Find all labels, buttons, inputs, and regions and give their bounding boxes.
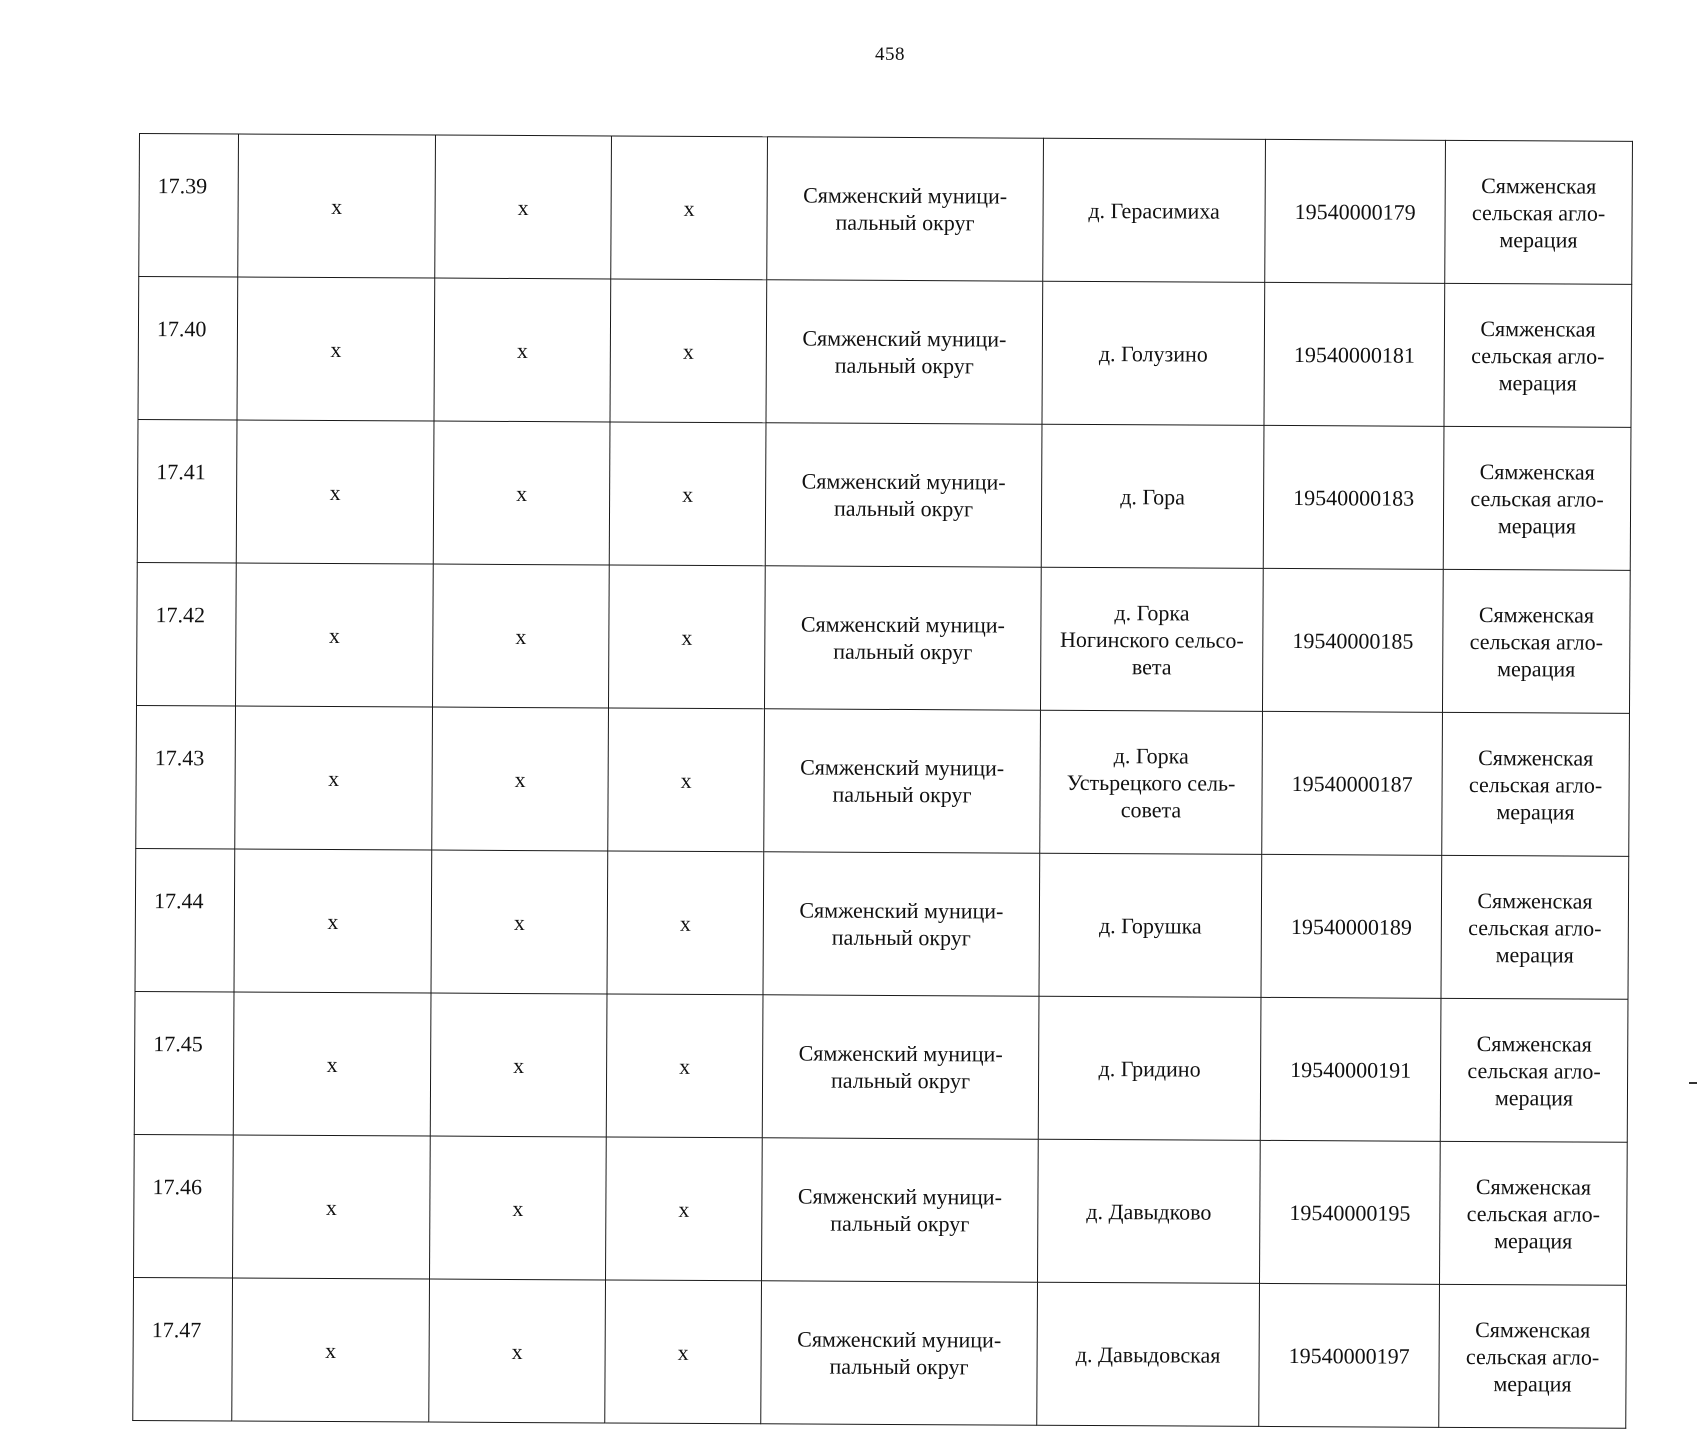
x-mark: х [435,135,612,279]
row-number: 17.44 [135,848,235,992]
code-cell: 19540000185 [1262,568,1443,712]
x-mark: х [611,136,768,280]
x-mark: х [432,564,609,708]
x-mark: х [237,277,435,421]
agglomeration-cell: Сямженская сельская агло- мерация [1439,1284,1627,1428]
row-number: 17.41 [137,419,237,563]
agglomeration-cell: Сямженская сельская агло- мерация [1442,712,1630,856]
municipality-cell: Сямженский муници- пальный округ [761,1281,1038,1425]
x-mark: х [432,707,609,851]
x-mark: х [233,1135,431,1279]
x-mark: х [430,1136,607,1280]
table-row [135,848,1629,999]
row-number: 17.47 [133,1277,233,1421]
agglomeration-cell: Сямженская сельская агло- мерация [1442,569,1630,713]
settlement-cell: д. Горка Ногинского сельсо- вета [1040,567,1263,711]
table-row [137,562,1631,713]
municipality-cell: Сямженский муници- пальный округ [762,995,1039,1139]
table-row [137,419,1631,570]
agglomeration-cell: Сямженская сельская агло- мерация [1443,426,1631,570]
row-number: 17.39 [139,134,239,278]
x-mark: х [607,851,764,995]
row-number: 17.43 [136,705,236,849]
row-number: 17.42 [137,562,237,706]
x-mark: х [606,1137,763,1281]
settlement-cell: д. Горушка [1039,853,1262,997]
code-cell: 19540000197 [1259,1283,1440,1427]
x-mark: х [606,994,763,1138]
municipality-cell: Сямженский муници- пальный округ [765,423,1042,567]
municipality-cell: Сямженский муници- пальный округ [766,280,1043,424]
code-cell: 19540000181 [1264,282,1445,426]
x-mark: х [610,279,767,423]
settlement-cell: д. Давыдково [1037,1139,1260,1283]
municipality-cell: Сямженский муници- пальный округ [764,566,1041,710]
x-mark: х [235,706,433,850]
x-mark: х [431,850,608,994]
x-mark: х [608,708,765,852]
x-mark: х [236,563,434,707]
row-number: 17.40 [138,277,238,421]
municipality-cell: Сямженский муници- пальный округ [761,1138,1038,1282]
agglomeration-cell: Сямженская сельская агло- мерация [1445,140,1633,284]
x-mark: х [608,565,765,709]
agglomeration-cell: Сямженская сельская агло- мерация [1441,855,1629,999]
x-mark: х [433,421,610,565]
x-mark: х [609,422,766,566]
agglomeration-cell: Сямженская сельская агло- мерация [1444,283,1632,427]
page-number: 458 [875,44,905,65]
row-number: 17.46 [134,1134,234,1278]
x-mark: х [238,134,436,278]
edge-mark [1689,1082,1697,1084]
x-mark: х [429,1279,606,1423]
table-row [139,134,1633,285]
settlements-table [132,133,1633,1429]
municipality-cell: Сямженский муници- пальный округ [764,709,1041,853]
settlement-cell: д. Герасимиха [1043,138,1266,282]
x-mark: х [430,993,607,1137]
table-row [138,277,1632,428]
agglomeration-cell: Сямженская сельская агло- мерация [1440,998,1628,1142]
municipality-cell: Сямженский муници- пальный округ [763,852,1040,996]
x-mark: х [233,992,431,1136]
settlement-cell: д. Горка Устьрецкого сель- совета [1040,710,1263,854]
code-cell: 19540000183 [1263,425,1444,569]
x-mark: х [236,420,434,564]
table-row [136,705,1630,856]
x-mark: х [434,278,611,422]
municipality-cell: Сямженский муници- пальный округ [767,137,1044,281]
x-mark: х [605,1280,762,1424]
code-cell: 19540000187 [1262,711,1443,855]
code-cell: 19540000189 [1261,854,1442,998]
code-cell: 19540000179 [1265,139,1446,283]
code-cell: 19540000195 [1259,1140,1440,1284]
x-mark: х [232,1278,430,1422]
table-row [134,991,1628,1142]
table-row [134,1134,1628,1285]
settlement-cell: д. Гора [1041,424,1264,568]
settlement-cell: д. Голузино [1042,281,1265,425]
code-cell: 19540000191 [1260,997,1441,1141]
table-row [133,1277,1627,1428]
settlement-cell: д. Гридино [1038,996,1261,1140]
row-number: 17.45 [134,991,234,1135]
agglomeration-cell: Сямженская сельская агло- мерация [1439,1141,1627,1285]
x-mark: х [234,849,432,993]
settlement-cell: д. Давыдовская [1037,1282,1260,1426]
